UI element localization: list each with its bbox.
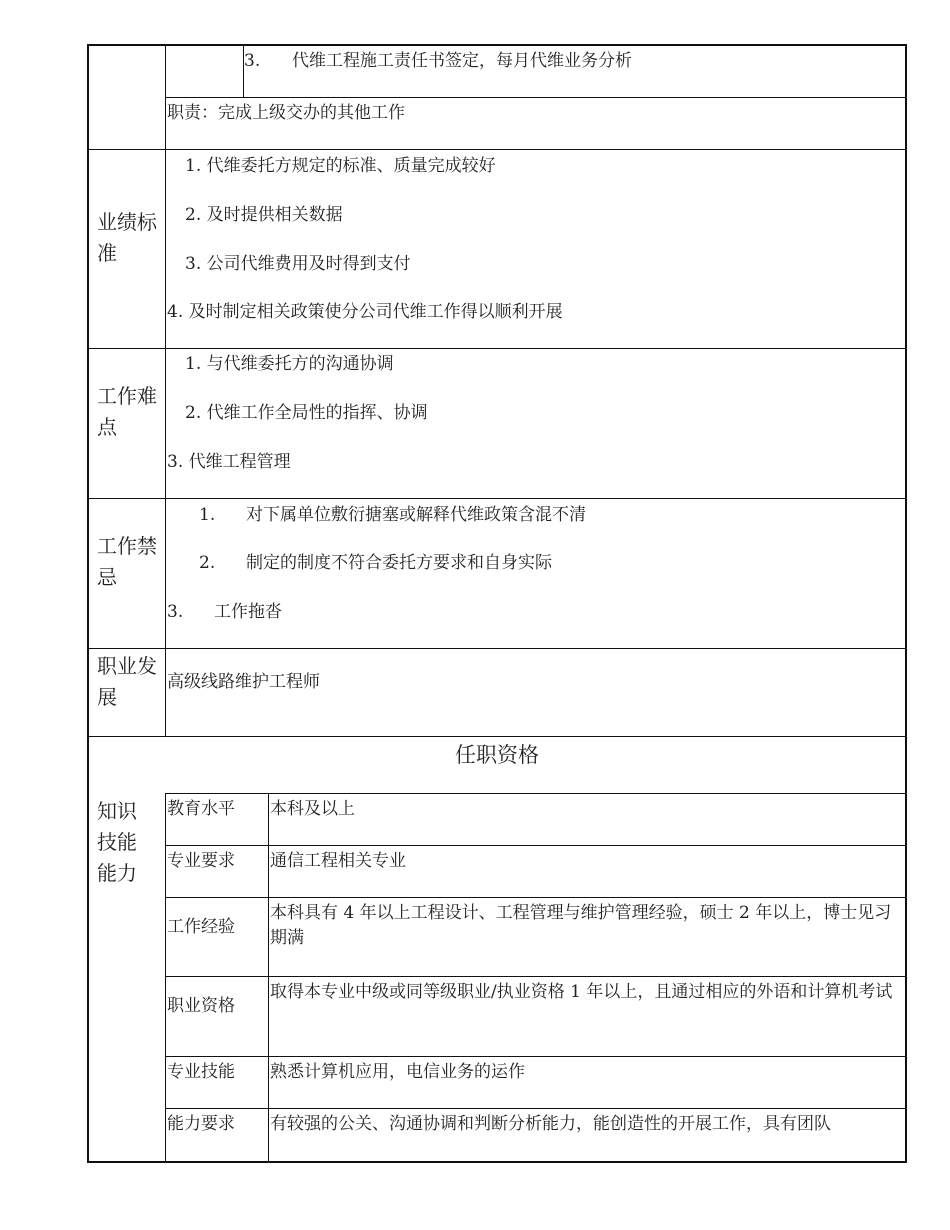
label-column-divider-lower	[165, 793, 166, 1162]
table-border-top	[87, 44, 907, 46]
difficulty-item: 3. 代维工程管理	[167, 452, 291, 472]
label-column-divider	[165, 44, 166, 737]
qual-row-name: 能力要求	[167, 1114, 235, 1134]
duty-item-number: 3.	[244, 51, 261, 71]
qual-row-line-3	[165, 976, 906, 977]
row-line-performance-end	[87, 348, 906, 349]
taboo-item-number: 1.	[199, 505, 216, 525]
taboo-item-text: 工作拖沓	[214, 602, 282, 622]
qual-row-value: 取得本专业中级或同等级职业/执业资格 1 年以上，且通过相应的外语和计算机考试	[270, 982, 893, 1002]
qualifications-group-label: 知识技能能力	[97, 799, 137, 885]
duty-item-text: 代维工程施工责任书签定，每月代维业务分析	[292, 51, 632, 71]
row-line-duties-end	[87, 149, 906, 150]
performance-item: 2. 及时提供相关数据	[185, 205, 343, 225]
difficulties-label: 工作难点	[97, 384, 157, 439]
qual-row-name: 专业技能	[167, 1062, 235, 1082]
difficulty-item: 1. 与代维委托方的沟通协调	[185, 354, 394, 374]
career-value: 高级线路维护工程师	[167, 672, 320, 692]
other-duty-text: 职责：完成上级交办的其他工作	[167, 103, 405, 123]
performance-item: 4. 及时制定相关政策使分公司代维工作得以顺利开展	[167, 302, 563, 322]
row-line-career-end	[87, 736, 906, 737]
qual-row-name: 专业要求	[167, 851, 235, 871]
qual-row-line-1	[165, 845, 906, 846]
table-border-left	[87, 44, 89, 1163]
table-border-right	[905, 44, 907, 1163]
performance-item: 1. 代维委托方规定的标准、质量完成较好	[185, 156, 496, 176]
row-line-title-end	[165, 793, 906, 794]
qual-row-name: 教育水平	[167, 799, 235, 819]
qual-row-line-4	[165, 1056, 906, 1057]
taboos-label: 工作禁忌	[97, 534, 157, 589]
difficulty-item: 2. 代维工作全局性的指挥、协调	[185, 403, 428, 423]
table-border-bottom	[87, 1161, 907, 1163]
row-line-taboos-end	[87, 648, 906, 649]
taboo-item-text: 制定的制度不符合委托方要求和自身实际	[246, 553, 552, 573]
qual-name-divider	[268, 793, 269, 1162]
taboo-item-number: 3.	[167, 602, 184, 622]
performance-item: 3. 公司代维费用及时得到支付	[185, 254, 411, 274]
qual-row-line-2	[165, 897, 906, 898]
qual-row-value: 有较强的公关、沟通协调和判断分析能力，能创造性的开展工作，具有团队	[270, 1114, 831, 1134]
qual-row-value: 熟悉计算机应用，电信业务的运作	[270, 1062, 525, 1082]
taboo-item-text: 对下属单位敷衍搪塞或解释代维政策含混不清	[246, 505, 586, 525]
qual-row-line-5	[165, 1108, 906, 1109]
qual-row-value: 本科具有 4 年以上工程设计、工程管理与维护管理经验，硕士 2 年以上，博士见习期满	[270, 903, 892, 948]
qual-row-value: 通信工程相关专业	[270, 851, 406, 871]
qual-row-name: 职业资格	[167, 996, 235, 1016]
qualifications-title: 任职资格	[455, 743, 539, 767]
row-line-duty	[165, 97, 906, 98]
row-line-difficulties-end	[87, 498, 906, 499]
qual-row-name: 工作经验	[167, 917, 235, 937]
career-label: 职业发展	[97, 654, 157, 709]
taboo-item-number: 2.	[199, 553, 216, 573]
qual-row-value: 本科及以上	[270, 799, 355, 819]
performance-label: 业绩标准	[97, 210, 157, 265]
